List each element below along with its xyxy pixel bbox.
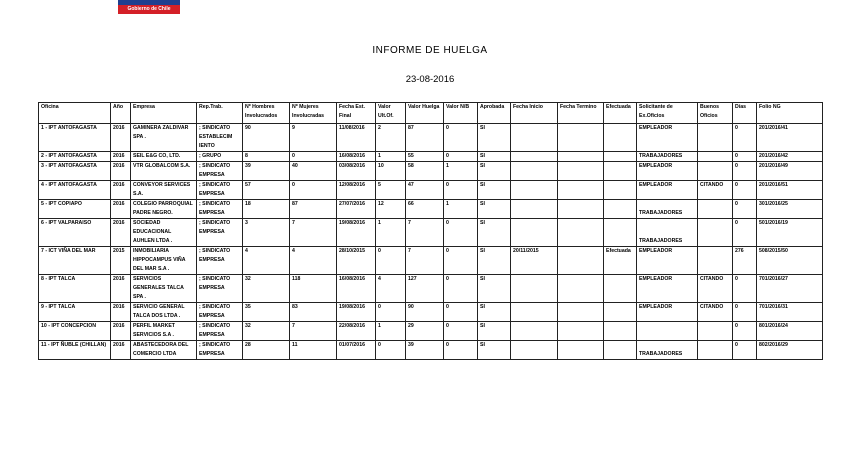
table-cell: 1	[376, 322, 406, 341]
table-cell: 501/2016/19	[757, 219, 823, 247]
table-row	[39, 200, 823, 219]
col-header: Días	[733, 103, 757, 124]
table-cell: 0	[444, 303, 478, 322]
table-cell: 4	[376, 275, 406, 303]
col-header: Rep.Trab.	[197, 103, 243, 124]
table-cell	[698, 200, 733, 219]
table-cell: 2016	[111, 341, 131, 360]
table-cell	[511, 303, 558, 322]
table-cell: 2016	[111, 124, 131, 152]
table-cell: ; SINDICATO EMPRESA	[197, 275, 243, 303]
table-cell: 127	[406, 275, 444, 303]
table-cell: 2 - IPT ANTOFAGASTA	[39, 152, 111, 162]
table-cell: 35	[243, 303, 290, 322]
table-cell: 0	[444, 152, 478, 162]
table-cell: 0	[733, 303, 757, 322]
col-header: Empresa	[131, 103, 197, 124]
table-cell: 3 - IPT ANTOFAGASTA	[39, 162, 111, 181]
table-cell: 01/07/2016	[337, 341, 376, 360]
table-cell	[511, 275, 558, 303]
col-header: Fecha Termino	[558, 103, 604, 124]
table-cell: 39	[406, 341, 444, 360]
col-header: Folio NG	[757, 103, 823, 124]
table-cell: 7	[290, 219, 337, 247]
table-cell: 0	[444, 124, 478, 152]
table-cell: 7	[406, 247, 444, 275]
table-cell: CONVEYOR SERVICES S.A.	[131, 181, 197, 200]
table-cell: 0	[444, 181, 478, 200]
table-cell	[604, 219, 637, 247]
table-cell: 1	[444, 200, 478, 219]
col-header: Valor Ult.Of.	[376, 103, 406, 124]
col-header: Valor N/B	[444, 103, 478, 124]
table-cell: 0	[444, 275, 478, 303]
table-cell: 20/11/2015	[511, 247, 558, 275]
table-cell	[511, 200, 558, 219]
col-header: Fecha Inicio	[511, 103, 558, 124]
col-header: Nº Mujeres Involucradas	[290, 103, 337, 124]
table-cell: 83	[290, 303, 337, 322]
table-cell: 57	[243, 181, 290, 200]
table-cell	[558, 152, 604, 162]
table-cell: 87	[406, 124, 444, 152]
table-cell: Efectuada	[604, 247, 637, 275]
table-cell	[558, 247, 604, 275]
table-cell: 7 - ICT VIÑA DEL MAR	[39, 247, 111, 275]
table-cell: 11	[290, 341, 337, 360]
table-cell: ; SINDICATO EMPRESA	[197, 303, 243, 322]
table-cell	[698, 247, 733, 275]
table-cell: 40	[290, 162, 337, 181]
table-cell: SI	[478, 275, 511, 303]
table-cell: 12/08/2016	[337, 181, 376, 200]
table-cell: 0	[733, 341, 757, 360]
table-cell: 4	[290, 247, 337, 275]
table-cell	[698, 162, 733, 181]
table-cell	[511, 162, 558, 181]
table-cell: SI	[478, 124, 511, 152]
table-cell	[558, 124, 604, 152]
table-cell: 201/2016/41	[757, 124, 823, 152]
table-cell	[558, 162, 604, 181]
table-cell: SI	[478, 247, 511, 275]
table-cell: 18	[243, 200, 290, 219]
table-cell: CITANDO	[698, 303, 733, 322]
table-cell: 5 - IPT COPIAPO	[39, 200, 111, 219]
table-cell	[604, 303, 637, 322]
col-header: Efectuada	[604, 103, 637, 124]
table-cell: 0	[376, 303, 406, 322]
table-cell: 9	[290, 124, 337, 152]
table-cell: ; SINDICATO EMPRESA	[197, 162, 243, 181]
strike-report-table	[38, 102, 823, 360]
table-cell: SI	[478, 322, 511, 341]
table-row	[39, 181, 823, 200]
table-cell: 87	[290, 200, 337, 219]
table-row	[39, 162, 823, 181]
table-cell	[558, 219, 604, 247]
table-cell: ; SINDICATO EMPRESA	[197, 341, 243, 360]
table-cell: 5	[376, 181, 406, 200]
table-cell: 10 - IPT CONCEPCION	[39, 322, 111, 341]
table-cell: 10	[376, 162, 406, 181]
table-cell	[698, 124, 733, 152]
table-cell: 0	[733, 219, 757, 247]
table-cell: SI	[478, 181, 511, 200]
table-row	[39, 219, 823, 247]
table-cell: PERFIL MARKET SERVICIOS S.A .	[131, 322, 197, 341]
table-cell: ; SINDICATO EMPRESA	[197, 181, 243, 200]
table-cell	[604, 152, 637, 162]
table-cell: 27/07/2016	[337, 200, 376, 219]
table-cell: 16/08/2016	[337, 275, 376, 303]
table-cell: 0	[444, 219, 478, 247]
report-date: 23-08-2016	[405, 74, 455, 85]
gobierno-logo	[118, 0, 180, 14]
col-header: Valor Huelga	[406, 103, 444, 124]
table-cell: SI	[478, 152, 511, 162]
table-cell: GAMINERA ZALDIVAR SPA .	[131, 124, 197, 152]
table-cell: 29	[406, 322, 444, 341]
table-cell: 301/2016/25	[757, 200, 823, 219]
table-cell: 2016	[111, 162, 131, 181]
table-cell: 1	[376, 152, 406, 162]
table-cell: 801/2016/24	[757, 322, 823, 341]
table-cell: 9 - IPT TALCA	[39, 303, 111, 322]
table-header-row	[39, 103, 823, 124]
table-cell: 03/08/2016	[337, 162, 376, 181]
table-cell: 2015	[111, 247, 131, 275]
table-cell	[558, 200, 604, 219]
table-cell: 701/2016/31	[757, 303, 823, 322]
table-cell	[511, 341, 558, 360]
table-cell	[511, 152, 558, 162]
table-cell: EMPLEADOR	[637, 124, 698, 152]
table-cell: SERVICIOS GENERALES TALCA SPA .	[131, 275, 197, 303]
table-cell: 55	[406, 152, 444, 162]
table-cell: EMPLEADOR	[637, 303, 698, 322]
table-cell	[558, 181, 604, 200]
table-cell	[604, 341, 637, 360]
table-cell: COLEGIO PARROQUIAL PADRE NEGRO.	[131, 200, 197, 219]
table-cell: 0	[733, 200, 757, 219]
table-cell: 1	[376, 219, 406, 247]
table-cell	[604, 200, 637, 219]
table-cell	[558, 303, 604, 322]
table-cell: 32	[243, 275, 290, 303]
table-cell: CITANDO	[698, 275, 733, 303]
table-cell: SI	[478, 200, 511, 219]
table-cell: ; SINDICATO ESTABLECIM IENTO	[197, 124, 243, 152]
table-cell: CITANDO	[698, 181, 733, 200]
table-cell: 0	[444, 322, 478, 341]
report-title: INFORME DE HUELGA	[372, 45, 488, 56]
table-cell: EMPLEADOR	[637, 162, 698, 181]
table-cell: 32	[243, 322, 290, 341]
col-header: Oficina	[39, 103, 111, 124]
table-cell	[604, 124, 637, 152]
table-cell: 11/08/2016	[337, 124, 376, 152]
table-cell	[604, 181, 637, 200]
table-cell: 7	[406, 219, 444, 247]
table-cell: 2	[376, 124, 406, 152]
table-cell: ; SINDICATO EMPRESA	[197, 200, 243, 219]
table-cell: 7	[290, 322, 337, 341]
table-cell: 802/2016/29	[757, 341, 823, 360]
table-cell: INMOBILIARIA HIPPOCAMPUS VIÑA DEL MAR S.A .	[131, 247, 197, 275]
table-cell: 118	[290, 275, 337, 303]
table-cell	[698, 219, 733, 247]
table-cell	[604, 322, 637, 341]
table-cell: SERVICIO GENERAL TALCA DOS LTDA .	[131, 303, 197, 322]
table-cell: 2016	[111, 200, 131, 219]
table-cell: 47	[406, 181, 444, 200]
table-row	[39, 152, 823, 162]
table-cell: TRABAJADORES	[637, 152, 698, 162]
table-cell: 66	[406, 200, 444, 219]
table-cell: 201/2016/49	[757, 162, 823, 181]
table-row	[39, 341, 823, 360]
table-cell: 22/08/2016	[337, 322, 376, 341]
table-cell: 1	[444, 162, 478, 181]
table-cell: 701/2016/27	[757, 275, 823, 303]
table-cell	[558, 341, 604, 360]
table-cell: 0	[733, 162, 757, 181]
table-cell: 90	[243, 124, 290, 152]
table-cell: SI	[478, 303, 511, 322]
table-cell: 8	[243, 152, 290, 162]
table-cell: 0	[376, 341, 406, 360]
table-cell: 39	[243, 162, 290, 181]
table-cell: 2016	[111, 303, 131, 322]
table-cell: 0	[733, 275, 757, 303]
table-cell: 0	[444, 341, 478, 360]
table-cell: 0	[733, 181, 757, 200]
table-cell: 0	[376, 247, 406, 275]
table-cell	[511, 322, 558, 341]
table-cell: 90	[406, 303, 444, 322]
col-header: Solicitante de Ex.Oficios	[637, 103, 698, 124]
table-cell: 0	[290, 181, 337, 200]
table-cell: TRABAJADORES	[637, 200, 698, 219]
table-cell: 3	[243, 219, 290, 247]
table-cell: 0	[290, 152, 337, 162]
table-cell: SOCIEDAD EDUCACIONAL AUHLEN LTDA .	[131, 219, 197, 247]
table-cell	[604, 275, 637, 303]
col-header: Buenos Oficios	[698, 103, 733, 124]
table-cell	[698, 322, 733, 341]
table-cell: 1 - IPT ANTOFAGASTA	[39, 124, 111, 152]
table-cell	[698, 341, 733, 360]
table-cell: 2016	[111, 219, 131, 247]
table-cell: EMPLEADOR	[637, 181, 698, 200]
table-cell: 6 - IPT VALPARAISO	[39, 219, 111, 247]
table-cell: 0	[733, 124, 757, 152]
table-cell	[558, 275, 604, 303]
table-cell: ; GRUPO	[197, 152, 243, 162]
table-cell: 12	[376, 200, 406, 219]
table-cell: 276	[733, 247, 757, 275]
table-cell	[511, 181, 558, 200]
table-cell: 2016	[111, 152, 131, 162]
table-cell: TRABAJADORES	[637, 341, 698, 360]
table-cell: SI	[478, 219, 511, 247]
table-cell: TRABAJADORES	[637, 219, 698, 247]
table-cell: 28	[243, 341, 290, 360]
table-cell: 201/2016/42	[757, 152, 823, 162]
table-cell	[511, 124, 558, 152]
table-cell: 4	[243, 247, 290, 275]
col-header: Año	[111, 103, 131, 124]
table-cell: 28/10/2015	[337, 247, 376, 275]
table-row	[39, 247, 823, 275]
table-cell: VTR GLOBALCOM S.A.	[131, 162, 197, 181]
col-header: Aprobada	[478, 103, 511, 124]
table-cell: SEIL E&G CO, LTD.	[131, 152, 197, 162]
table-cell: ABASTECEDORA DEL COMERCIO LTDA	[131, 341, 197, 360]
table-cell	[511, 219, 558, 247]
table-cell: EMPLEADOR	[637, 275, 698, 303]
table-cell: 58	[406, 162, 444, 181]
table-cell: ; SINDICATO EMPRESA	[197, 322, 243, 341]
table-cell	[637, 322, 698, 341]
table-cell: 2016	[111, 322, 131, 341]
table-row	[39, 303, 823, 322]
table-cell: 11 - IPT ÑUBLE (CHILLAN)	[39, 341, 111, 360]
table-cell: 0	[733, 322, 757, 341]
table-cell	[604, 162, 637, 181]
table-cell: 19/08/2016	[337, 219, 376, 247]
table-cell: ; SINDICATO EMPRESA	[197, 219, 243, 247]
table-cell: 16/08/2016	[337, 152, 376, 162]
table-cell: SI	[478, 162, 511, 181]
table-cell: 0	[444, 247, 478, 275]
col-header: Nº Hombres Involucrados	[243, 103, 290, 124]
table-cell: 2016	[111, 275, 131, 303]
col-header: Fecha Est. Final	[337, 103, 376, 124]
table-cell	[558, 322, 604, 341]
table-cell: 201/2016/51	[757, 181, 823, 200]
table-cell: EMPLEADOR	[637, 247, 698, 275]
table-row	[39, 124, 823, 152]
table-cell: 0	[733, 152, 757, 162]
table-cell: 2016	[111, 181, 131, 200]
table-cell: 4 - IPT ANTOFAGASTA	[39, 181, 111, 200]
table-cell: 19/08/2016	[337, 303, 376, 322]
table-cell: SI	[478, 341, 511, 360]
table-row	[39, 322, 823, 341]
table-cell	[698, 152, 733, 162]
table-cell: 8 - IPT TALCA	[39, 275, 111, 303]
table-cell: 508/2015/50	[757, 247, 823, 275]
table-cell: ; SINDICATO EMPRESA	[197, 247, 243, 275]
logo-text: Gobierno de Chile	[118, 5, 180, 14]
table-row	[39, 275, 823, 303]
